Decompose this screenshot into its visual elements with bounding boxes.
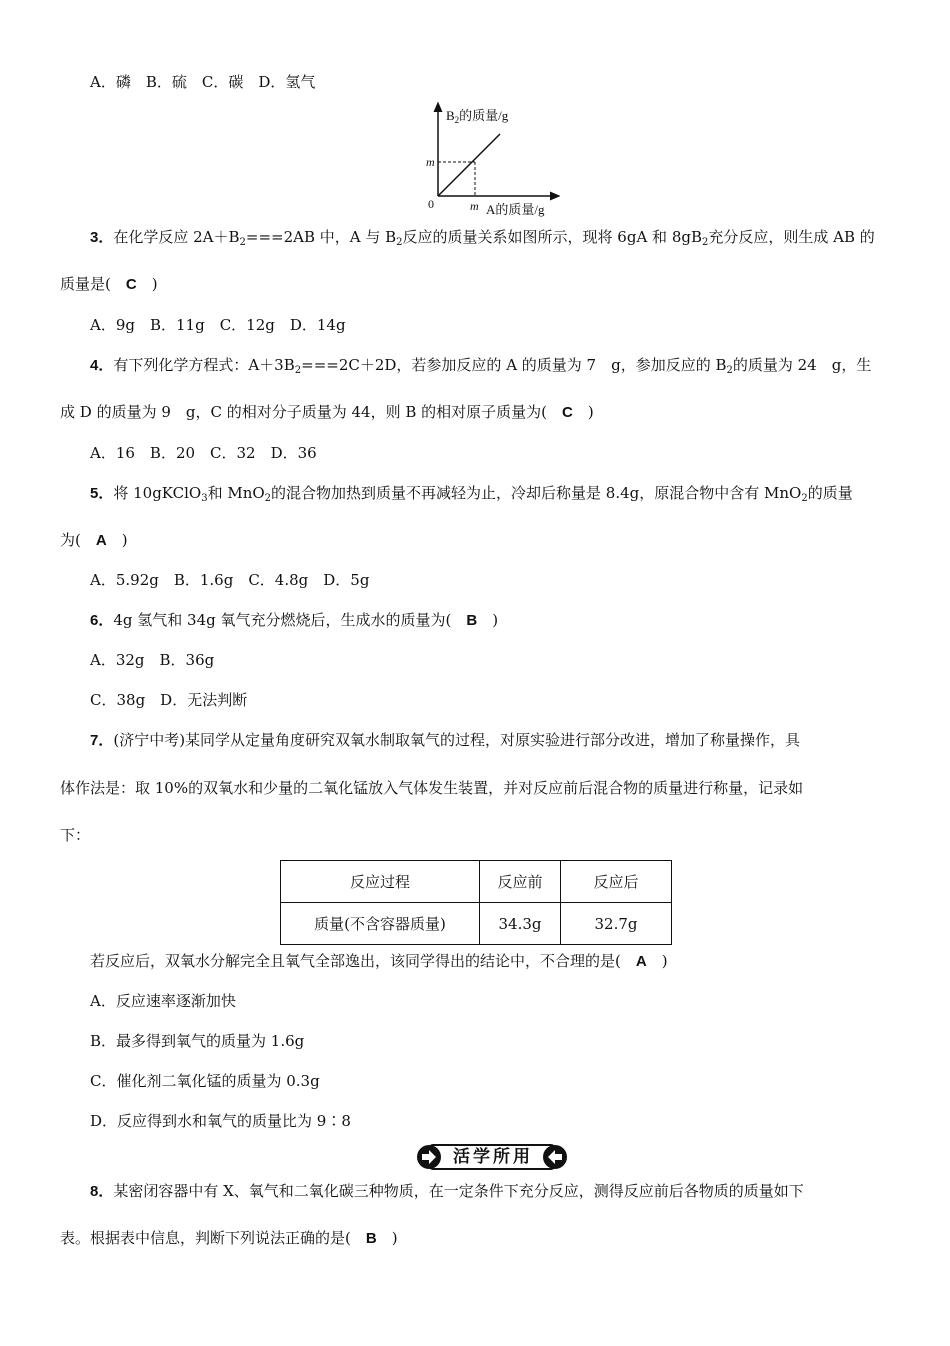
q7-option-d: D．反应得到水和氧气的质量比为 9∶8 <box>90 1112 351 1130</box>
q7-mass-table <box>280 860 672 945</box>
q6-line: 6．4g 氢气和 34g 氧气充分燃烧后，生成水的质量为( B ) <box>90 611 499 629</box>
q3-line2: 质量是( C ) <box>60 275 158 293</box>
origin-label: 0 <box>428 197 434 211</box>
q7-answer: A <box>635 953 647 970</box>
section-banner <box>415 1143 569 1171</box>
q6-answer: B <box>466 612 478 629</box>
q6-options-1: A．32g B．36g <box>90 651 215 669</box>
q8-line1: 8．某密闭容器中有 X、氧气和二氧化碳三种物质，在一定条件下充分反应，测得反应前后各物质的质量如下 <box>90 1182 804 1200</box>
q4-line1: 4．有下列化学方程式：$A+3B_2===2C+2D$，若参加反应的 A 的质量为 7 g，参加反应的 $B_2$的质量为 24 g，生 <box>90 356 872 376</box>
q5-answer: A <box>95 532 107 549</box>
table-cell: 质量(不含容器质量) <box>281 903 480 945</box>
q7-line2: 体作法是：取 10%的双氧水和少量的二氧化锰放入气体发生装置，并对反应前后混合物的质量进行称量，记录如 <box>60 779 804 797</box>
q3-answer: C <box>125 276 137 293</box>
q5-options: A．5.92g B．1.6g C．4.8g D．5g <box>90 571 370 589</box>
mass-relation-graph <box>420 100 560 220</box>
q3-options: A．9g B．11g C．12g D．14g <box>90 316 346 334</box>
q5-line1: 5．将 10gKClO$_3$和 MnO$_2$的混合物加热到质量不再减轻为止，冷却后称量是 8.4g，原混合物中含有 MnO$_2$的质量 <box>90 484 853 504</box>
q8-answer: B <box>365 1230 377 1247</box>
q8-line2: 表。根据表中信息，判断下列说法正确的是( B ) <box>60 1229 398 1247</box>
x-axis-label: A的质量/g <box>486 202 545 217</box>
q7-option-b: B．最多得到氧气的质量为 1.6g <box>90 1032 305 1050</box>
y-m-label: m <box>426 155 435 169</box>
q7-question: 若反应后，双氧水分解完全且氧气全部逸出，该同学得出的结论中，不合理的是( A ) <box>90 952 668 970</box>
table-header-cell: 反应过程 <box>281 861 480 903</box>
table-cell: 34.3g <box>480 903 561 945</box>
q3-line1: 3．在化学反应 $2A+B_2===2AB$ 中，A 与 $B_2$反应的质量关系如图所示，现将 6gA 和 $8gB_2$充分反应，则生成 AB 的 <box>90 228 875 248</box>
q4-options: A．16 B．20 C．32 D．36 <box>90 444 317 462</box>
q7-option-c: C．催化剂二氧化锰的质量为 0.3g <box>90 1072 320 1090</box>
q5-line2: 为( A ) <box>60 531 128 549</box>
q7-line3: 下： <box>60 826 91 844</box>
q2-options: A．磷 B．硫 C．碳 D．氢气 <box>90 73 316 91</box>
q6-options-2: C．38g D．无法判断 <box>90 691 248 709</box>
relation-line <box>438 134 500 196</box>
banner-title: 活学所用 <box>453 1147 533 1167</box>
q7-line1: 7．(济宁中考)某同学从定量角度研究双氧水制取氧气的过程，对原实验进行部分改进，增加了称量操作，具 <box>90 731 801 749</box>
table-cell: 32.7g <box>561 903 672 945</box>
q4-answer: C <box>562 404 573 421</box>
table-header-cell: 反应前 <box>480 861 561 903</box>
q7-option-a: A．反应速率逐渐加快 <box>90 992 236 1010</box>
table-header-cell: 反应后 <box>561 861 672 903</box>
table-header-row <box>281 861 672 903</box>
y-axis-label: $B_2$的质量/g <box>446 108 509 125</box>
x-m-label: m <box>470 199 479 213</box>
q4-line2: 成 D 的质量为 9 g，C 的相对分子质量为 44，则 B 的相对原子质量为( C ) <box>60 403 594 421</box>
table-row <box>281 903 672 945</box>
